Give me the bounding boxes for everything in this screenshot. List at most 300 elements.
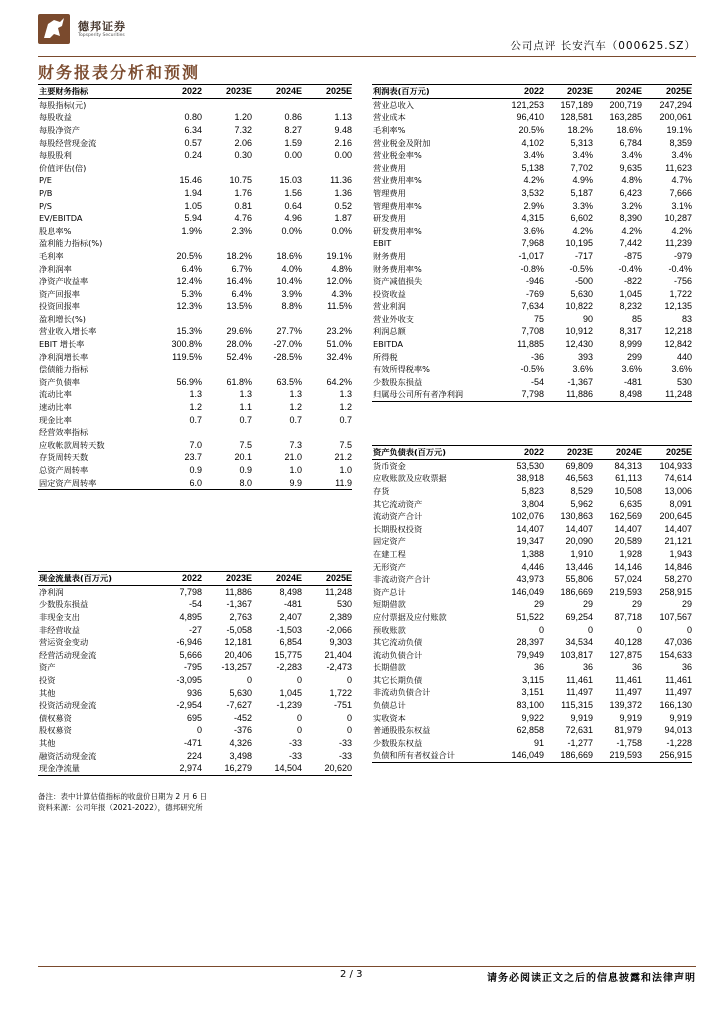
cell-value: 0 xyxy=(296,725,302,736)
cell-value: -1,758 xyxy=(616,737,642,748)
cell-value: 0.7 xyxy=(289,414,302,425)
cell-value: 69,254 xyxy=(565,611,593,622)
table-row xyxy=(372,473,692,486)
cell-value xyxy=(252,162,302,175)
cell-value: 1.87 xyxy=(334,213,352,224)
table-row xyxy=(38,624,352,637)
cell-value: 5,630 xyxy=(570,288,593,299)
row-label: 负债总计 xyxy=(373,700,406,711)
table-row xyxy=(38,124,352,137)
row-label: 长期股权投资 xyxy=(373,523,423,534)
cell-value: 47,036 xyxy=(664,637,692,648)
cell-value xyxy=(156,162,202,175)
cell-value: 15.3% xyxy=(176,326,202,337)
cell-value: 11,497 xyxy=(566,687,593,698)
row-label: 净利润 xyxy=(39,586,64,597)
cell-value: 36 xyxy=(533,662,544,673)
row-label: 投资回报率 xyxy=(39,301,80,312)
cell-value: 72,631 xyxy=(565,725,593,736)
cell-value: 29 xyxy=(631,599,642,610)
cell-value: -1,277 xyxy=(567,737,593,748)
cell-value: 8,390 xyxy=(619,213,642,224)
cell-value: 130,863 xyxy=(560,511,593,522)
table-row xyxy=(372,548,692,561)
cell-value: 3,532 xyxy=(521,187,544,198)
cell-value: 0.24 xyxy=(184,150,202,161)
cell-value xyxy=(156,99,202,112)
year-header: 2025E xyxy=(665,86,692,96)
cell-value: 15.46 xyxy=(179,175,202,186)
year-header: 2024E xyxy=(615,447,642,457)
cell-value: 61,113 xyxy=(615,473,642,484)
cell-value: 9.48 xyxy=(334,124,352,135)
table-row xyxy=(38,99,352,112)
cell-value: 1.3 xyxy=(239,389,252,400)
cell-value: 90 xyxy=(582,313,593,324)
table-row xyxy=(38,351,352,364)
cell-value: -2,283 xyxy=(276,662,302,673)
cell-value: 9,303 xyxy=(329,637,352,648)
cell-value: 6,423 xyxy=(619,187,642,198)
cell-value: 2.06 xyxy=(234,137,252,148)
row-label: 非现金支出 xyxy=(39,611,80,622)
cell-value: 2,407 xyxy=(279,611,302,622)
cell-value: 4.0% xyxy=(281,263,302,274)
table-row xyxy=(372,112,692,125)
table-row xyxy=(372,389,692,402)
cell-value: 6.4% xyxy=(181,263,202,274)
cell-value: 1.1 xyxy=(239,402,252,413)
cell-value: 4.2% xyxy=(671,225,692,236)
cell-value: 0.80 xyxy=(184,112,202,123)
cell-value xyxy=(302,313,352,326)
row-label: 营业税金及附加 xyxy=(373,137,431,148)
table-row xyxy=(38,599,352,612)
table-row xyxy=(372,225,692,238)
cell-value: 18.2% xyxy=(567,124,593,135)
cell-value: 300.8% xyxy=(171,339,202,350)
cell-value: 6,854 xyxy=(279,637,302,648)
cell-value: -2,954 xyxy=(176,700,202,711)
cell-value: -471 xyxy=(183,737,202,748)
table-row xyxy=(38,712,352,725)
cell-value: 3.4% xyxy=(523,150,544,161)
logo-english-name: Topsperity Securities xyxy=(78,33,125,38)
row-label: 其他 xyxy=(39,687,56,698)
row-label: 少数股东权益 xyxy=(373,737,423,748)
cell-value: 1.20 xyxy=(234,112,252,123)
cell-value: 6,635 xyxy=(619,498,642,509)
cell-value: -33 xyxy=(338,737,352,748)
row-label: P/E xyxy=(39,175,52,186)
table-row xyxy=(372,99,692,112)
cell-value: 4.76 xyxy=(234,213,252,224)
cell-value: -0.8% xyxy=(520,263,544,274)
table-row xyxy=(38,401,352,414)
row-label: 现金比率 xyxy=(39,414,72,425)
cell-value: 5.3% xyxy=(181,288,202,299)
table-row xyxy=(38,112,352,125)
table-row xyxy=(38,426,352,439)
cell-value: 1.2 xyxy=(189,402,202,413)
cell-value xyxy=(156,313,202,326)
table-row xyxy=(38,611,352,624)
cell-value: 0 xyxy=(346,674,352,685)
cell-value: 4,446 xyxy=(521,561,544,572)
cell-value: 258,915 xyxy=(659,586,692,597)
cell-value: 28.0% xyxy=(226,339,252,350)
cell-value: 4.8% xyxy=(621,175,642,186)
cell-value: 11,885 xyxy=(517,339,544,350)
cell-value: 8,091 xyxy=(669,498,692,509)
cell-value: 36 xyxy=(582,662,593,673)
cell-value: 36 xyxy=(631,662,642,673)
cell-value: 5,666 xyxy=(179,649,202,660)
table-row xyxy=(372,275,692,288)
cell-value: -756 xyxy=(673,276,692,287)
cell-value: 1.76 xyxy=(234,187,252,198)
cell-value: 154,633 xyxy=(659,649,692,660)
cell-value: 7,708 xyxy=(521,326,544,337)
cell-value: 27.7% xyxy=(276,326,302,337)
cell-value: 8,999 xyxy=(619,339,642,350)
table-row xyxy=(38,725,352,738)
cell-value: 3,151 xyxy=(521,687,544,698)
cell-value: 19,347 xyxy=(516,536,544,547)
cell-value: 21,404 xyxy=(324,649,352,660)
cell-value: 121,253 xyxy=(511,99,544,110)
cell-value: 3.4% xyxy=(572,150,593,161)
year-header: 2022 xyxy=(181,573,202,583)
cell-value: 12,181 xyxy=(224,637,252,648)
cell-value: 1.05 xyxy=(184,200,202,211)
table-row xyxy=(38,313,352,326)
cell-value: 13,446 xyxy=(565,561,593,572)
cell-value: 163,285 xyxy=(609,112,642,123)
cell-value: 1,722 xyxy=(669,288,692,299)
row-label: 应收帐款周转天数 xyxy=(39,439,105,450)
cash-flow-table xyxy=(38,571,352,776)
cell-value: 20,620 xyxy=(324,763,352,774)
cell-value: 14,407 xyxy=(614,523,642,534)
table-row xyxy=(372,137,692,150)
cell-value: -13,257 xyxy=(221,662,252,673)
cell-value: 5,313 xyxy=(570,137,593,148)
row-label: 财务费用率% xyxy=(373,263,422,274)
cell-value: 200,719 xyxy=(609,99,642,110)
table-row xyxy=(38,363,352,376)
cell-value xyxy=(252,363,302,376)
cell-value: -3,095 xyxy=(176,674,202,685)
table-row xyxy=(372,200,692,213)
cell-value: 695 xyxy=(186,712,202,723)
cell-value: -875 xyxy=(623,250,642,261)
table-row xyxy=(38,452,352,465)
cell-value: 7,968 xyxy=(521,238,544,249)
row-label: 非流动负债合计 xyxy=(373,687,431,698)
cell-value: 1.59 xyxy=(284,137,302,148)
cell-value: 7,798 xyxy=(179,586,202,597)
row-label: 营业收入增长率 xyxy=(39,326,97,337)
row-label: 其它流动资产 xyxy=(373,498,423,509)
table-row xyxy=(38,439,352,452)
row-label: 研发费用 xyxy=(373,213,406,224)
cell-value: 1,928 xyxy=(619,548,642,559)
row-label: 其它流动负债 xyxy=(373,637,423,648)
row-label: 在建工程 xyxy=(373,548,406,559)
cell-value: 5,138 xyxy=(521,162,544,173)
row-label: 长期借款 xyxy=(373,662,406,673)
cell-value xyxy=(156,363,202,376)
cell-value: 530 xyxy=(336,599,352,610)
cell-value: -452 xyxy=(233,712,252,723)
cell-value: 3.6% xyxy=(572,364,593,375)
year-header: 2024E xyxy=(275,573,302,583)
row-label: 负债和所有者权益合计 xyxy=(373,750,455,761)
cell-value: 7,666 xyxy=(669,187,692,198)
cell-value: -0.4% xyxy=(618,263,642,274)
row-label: 营业利润 xyxy=(373,301,406,312)
row-label: 其他 xyxy=(39,737,56,748)
cell-value: -500 xyxy=(574,276,593,287)
row-label: 存货 xyxy=(373,485,390,496)
row-label: 利润总额 xyxy=(373,326,406,337)
cell-value: 85 xyxy=(631,313,642,324)
page-header xyxy=(38,12,696,56)
cell-value: 1.13 xyxy=(334,112,352,123)
cell-value: 3.6% xyxy=(671,364,692,375)
table-row xyxy=(372,288,692,301)
row-label: 每股指标(元) xyxy=(39,99,87,110)
cell-value: 51,522 xyxy=(516,611,544,622)
page-number: 2 / 3 xyxy=(340,969,363,980)
cell-value: 12,135 xyxy=(664,301,692,312)
cell-value: -946 xyxy=(525,276,544,287)
cell-value: 128,581 xyxy=(560,112,593,123)
disclaimer: 请务必阅读正文之后的信息披露和法律声明 xyxy=(487,973,696,984)
cell-value: 58,270 xyxy=(664,574,692,585)
table-header-row xyxy=(38,572,352,586)
cell-value: -54 xyxy=(530,376,544,387)
cell-value: 36 xyxy=(681,662,692,673)
table-row xyxy=(38,200,352,213)
note-line: 备注：表中计算估值指标的收盘价日期为 2 月 6 日 xyxy=(38,792,208,801)
cell-value: 3.2% xyxy=(621,200,642,211)
cell-value xyxy=(252,426,302,439)
table-row xyxy=(372,187,692,200)
table-row xyxy=(372,498,692,511)
cell-value: 2.3% xyxy=(231,225,252,236)
cell-value xyxy=(202,313,252,326)
table-row xyxy=(372,662,692,675)
row-label: 净资产收益率 xyxy=(39,276,89,287)
table-row xyxy=(38,376,352,389)
cell-value xyxy=(302,363,352,376)
cell-value: 6.0 xyxy=(189,477,202,488)
cell-value: 11,461 xyxy=(566,674,593,685)
cell-value: 157,189 xyxy=(560,99,593,110)
table-row xyxy=(38,477,352,490)
cell-value: 3,498 xyxy=(229,750,252,761)
cell-value: 9,919 xyxy=(570,712,593,723)
cell-value xyxy=(302,99,352,112)
row-label: 应收账款及应收票据 xyxy=(373,473,447,484)
cell-value: 14,407 xyxy=(664,523,692,534)
row-label: 总资产周转率 xyxy=(39,465,89,476)
cell-value: 11,248 xyxy=(325,586,352,597)
row-label: 非经营收益 xyxy=(39,624,80,635)
cell-value: 8.0 xyxy=(239,477,252,488)
cell-value: -33 xyxy=(338,750,352,761)
cell-value: 8,498 xyxy=(619,389,642,400)
cell-value: 2,763 xyxy=(229,611,252,622)
cell-value: 1,045 xyxy=(279,687,302,698)
cell-value: 18.6% xyxy=(276,250,302,261)
cell-value: 166,130 xyxy=(659,700,692,711)
cell-value: -0.5% xyxy=(569,263,593,274)
cell-value: 186,669 xyxy=(560,750,593,761)
cell-value: 162,569 xyxy=(609,511,642,522)
cell-value: 0.57 xyxy=(184,137,202,148)
cell-value: 0.0% xyxy=(281,225,302,236)
cell-value: -1,367 xyxy=(226,599,252,610)
cell-value: 16.4% xyxy=(226,276,252,287)
cell-value xyxy=(252,238,302,251)
row-label: 融资活动现金流 xyxy=(39,750,97,761)
cell-value: 10,912 xyxy=(565,326,593,337)
cell-value: 440 xyxy=(676,351,692,362)
cell-value: 10,508 xyxy=(614,485,642,496)
cell-value: 127,875 xyxy=(609,649,642,660)
row-label: 营业总收入 xyxy=(373,99,414,110)
cell-value: 23.7 xyxy=(184,452,202,463)
cell-value: 4.2% xyxy=(572,225,593,236)
cell-value: 83 xyxy=(681,313,692,324)
row-label: 有效所得税率% xyxy=(373,364,430,375)
cell-value: 3,115 xyxy=(522,674,544,685)
table-title: 利润表(百万元) xyxy=(373,86,430,96)
cell-value: 256,915 xyxy=(659,750,692,761)
cell-value: -54 xyxy=(188,599,202,610)
cell-value: 0.9 xyxy=(239,465,252,476)
cell-value: 7,702 xyxy=(570,162,593,173)
cell-value: 23.2% xyxy=(326,326,352,337)
cell-value: 16,279 xyxy=(224,763,252,774)
cell-value: 9.9 xyxy=(289,477,302,488)
row-label: 预收账款 xyxy=(373,624,406,635)
cell-value: 28,397 xyxy=(516,637,544,648)
cell-value: 1,388 xyxy=(521,548,544,559)
table-row xyxy=(372,149,692,162)
table-row xyxy=(372,124,692,137)
cell-value: 11,497 xyxy=(615,687,642,698)
cell-value: 7.3 xyxy=(289,439,302,450)
year-header: 2025E xyxy=(665,447,692,457)
cell-value: -7,627 xyxy=(226,700,252,711)
cell-value: 84,313 xyxy=(614,460,642,471)
row-label: 股权募资 xyxy=(39,725,72,736)
row-label: 管理费用率% xyxy=(373,200,422,211)
cell-value: -0.5% xyxy=(520,364,544,375)
row-label: 盈利能力指标(%) xyxy=(39,238,103,249)
cell-value: 1.2 xyxy=(339,402,352,413)
cell-value: 3,804 xyxy=(521,498,544,509)
cell-value: 5,187 xyxy=(570,187,593,198)
cell-value: 0 xyxy=(686,624,692,635)
year-header: 2023E xyxy=(225,86,252,96)
cell-value: 96,410 xyxy=(516,112,544,123)
table-row xyxy=(372,460,692,473)
cell-value: 9,919 xyxy=(619,712,642,723)
cell-value: 15,775 xyxy=(274,649,302,660)
cell-value: 1,910 xyxy=(570,548,593,559)
cell-value: 11,497 xyxy=(665,687,692,698)
row-label: 债权募资 xyxy=(39,712,72,723)
cell-value: 8.8% xyxy=(281,301,302,312)
table-row xyxy=(372,699,692,712)
cell-value: 1.0 xyxy=(289,465,302,476)
cell-value: 62,858 xyxy=(516,725,544,736)
row-label: 少数股东损益 xyxy=(373,376,423,387)
cell-value: -2,066 xyxy=(326,624,352,635)
year-header: 2024E xyxy=(275,86,302,96)
cell-value: 29.6% xyxy=(226,326,252,337)
cell-value xyxy=(252,99,302,112)
cell-value: 51.0% xyxy=(326,339,352,350)
cell-value: 530 xyxy=(676,376,692,387)
table-row xyxy=(38,674,352,687)
table-row xyxy=(372,250,692,263)
row-label: 每股经营现金流 xyxy=(39,137,97,148)
cell-value: -2,473 xyxy=(326,662,352,673)
row-label: 投资收益 xyxy=(373,288,406,299)
row-label: 每股净资产 xyxy=(39,124,80,135)
cell-value: 14,146 xyxy=(614,561,642,572)
cell-value xyxy=(202,426,252,439)
row-label: EBITDA xyxy=(373,339,403,350)
table-row xyxy=(372,573,692,586)
cell-value: 10,195 xyxy=(565,238,593,249)
cell-value: 4.9% xyxy=(572,175,593,186)
cell-value: 4,326 xyxy=(229,737,252,748)
row-label: 存货周转天数 xyxy=(39,452,89,463)
cell-value: 11,886 xyxy=(225,586,252,597)
cell-value: -481 xyxy=(283,599,302,610)
cell-value: 52.4% xyxy=(226,351,252,362)
row-label: 营运资金变动 xyxy=(39,637,89,648)
cell-value: 11,461 xyxy=(665,674,692,685)
cell-value: 55,806 xyxy=(565,574,593,585)
table-title: 资产负债表(百万元) xyxy=(373,447,446,457)
table-row xyxy=(38,338,352,351)
table-row xyxy=(372,636,692,649)
row-label: 偿债能力指标 xyxy=(39,364,89,375)
cell-value: 0 xyxy=(296,674,302,685)
cell-value: 29 xyxy=(533,599,544,610)
table-row xyxy=(372,724,692,737)
cell-value: 21,121 xyxy=(664,536,692,547)
cell-value: 87,718 xyxy=(614,611,642,622)
cell-value: 1.94 xyxy=(184,187,202,198)
cell-value: 0 xyxy=(636,624,642,635)
table-row xyxy=(38,737,352,750)
cell-value: 12.4% xyxy=(176,276,202,287)
table-row xyxy=(372,674,692,687)
cell-value: 0.52 xyxy=(334,200,352,211)
cell-value: 4,102 xyxy=(521,137,544,148)
cell-value xyxy=(302,238,352,251)
cell-value: 0.7 xyxy=(239,414,252,425)
